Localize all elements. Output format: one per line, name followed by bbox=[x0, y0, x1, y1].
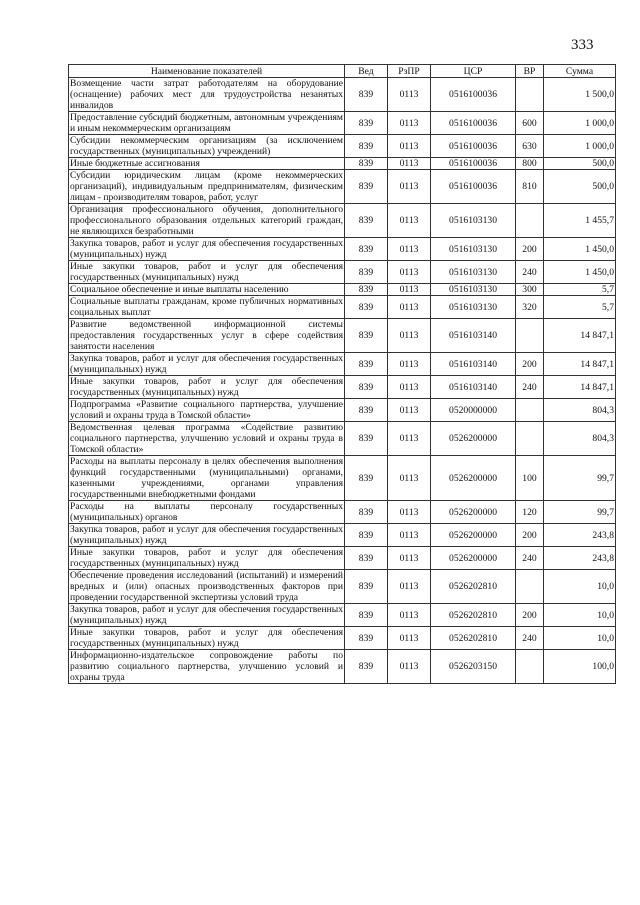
cell-vr: 600 bbox=[516, 112, 544, 135]
table-row bbox=[69, 650, 616, 684]
cell-csr: 0526200000 bbox=[431, 524, 516, 547]
cell-csr: 0520000000 bbox=[431, 399, 516, 422]
cell-rzpr: 0113 bbox=[388, 399, 431, 422]
cell-name: Расходы на выплаты персоналу в целях обеспечения выполнения функций государственными (муниципальными) органами, казенными учреждениями, органами управления государственными внебюджетными фондами bbox=[70, 456, 343, 500]
table-row bbox=[69, 456, 616, 501]
table-row bbox=[69, 170, 616, 204]
cell-rzpr: 0113 bbox=[388, 284, 431, 296]
cell-rzpr: 0113 bbox=[388, 422, 431, 456]
cell-csr: 0526200000 bbox=[431, 547, 516, 570]
cell-sum: 10,0 bbox=[544, 604, 616, 627]
table-row bbox=[69, 284, 616, 296]
table-row bbox=[69, 319, 616, 353]
cell-csr: 0526200000 bbox=[431, 422, 516, 456]
cell-rzpr: 0113 bbox=[388, 627, 431, 650]
cell-ved: 839 bbox=[345, 501, 388, 524]
cell-vr: 200 bbox=[516, 238, 544, 261]
cell-csr: 0516100036 bbox=[431, 112, 516, 135]
cell-sum: 1 450,0 bbox=[544, 238, 616, 261]
cell-vr: 240 bbox=[516, 547, 544, 570]
cell-vr: 240 bbox=[516, 627, 544, 650]
budget-table bbox=[68, 64, 616, 684]
cell-rzpr: 0113 bbox=[388, 353, 431, 376]
column-header-ved: Вед bbox=[345, 65, 388, 78]
cell-name: Закупка товаров, работ и услуг для обеспечения государственных (муниципальных) нужд bbox=[70, 604, 343, 626]
table-row bbox=[69, 78, 616, 112]
cell-vr: 100 bbox=[516, 456, 544, 501]
cell-rzpr: 0113 bbox=[388, 524, 431, 547]
table-row bbox=[69, 353, 616, 376]
table-row bbox=[69, 204, 616, 238]
table-row bbox=[69, 296, 616, 319]
cell-ved: 839 bbox=[345, 547, 388, 570]
cell-vr bbox=[516, 78, 544, 112]
cell-sum: 1 000,0 bbox=[544, 135, 616, 158]
cell-rzpr: 0113 bbox=[388, 170, 431, 204]
cell-csr: 0516103130 bbox=[431, 238, 516, 261]
cell-name: Закупка товаров, работ и услуг для обеспечения государственных (муниципальных) нужд bbox=[70, 353, 343, 375]
cell-ved: 839 bbox=[345, 296, 388, 319]
cell-csr: 0516100036 bbox=[431, 158, 516, 170]
cell-rzpr: 0113 bbox=[388, 604, 431, 627]
cell-rzpr: 0113 bbox=[388, 261, 431, 284]
cell-rzpr: 0113 bbox=[388, 376, 431, 399]
cell-sum: 804,3 bbox=[544, 422, 616, 456]
table-row bbox=[69, 501, 616, 524]
cell-ved: 839 bbox=[345, 170, 388, 204]
cell-rzpr: 0113 bbox=[388, 204, 431, 238]
cell-rzpr: 0113 bbox=[388, 570, 431, 604]
cell-ved: 839 bbox=[345, 78, 388, 112]
cell-sum: 1 450,0 bbox=[544, 261, 616, 284]
cell-csr: 0526200000 bbox=[431, 456, 516, 501]
cell-sum: 500,0 bbox=[544, 170, 616, 204]
cell-rzpr: 0113 bbox=[388, 547, 431, 570]
cell-name: Организация профессионального обучения, дополнительного профессионального образования отдельных категорий граждан, не являющихся безработными bbox=[70, 204, 343, 237]
cell-name: Субсидии некоммерческим организациям (за исключением государственных (муниципальных) учреждений) bbox=[70, 135, 343, 157]
cell-name: Иные закупки товаров, работ и услуг для обеспечения государственных (муниципальных) нужд bbox=[70, 627, 343, 649]
cell-vr: 630 bbox=[516, 135, 544, 158]
cell-name: Подпрограмма «Развитие социального партнерства, улучшение условий и охраны труда в Томской области» bbox=[70, 399, 343, 421]
cell-name: Обеспечение проведения исследований (испытаний) и измерений вредных и (или) опасных производственных факторов при проведении государственной экспертизы условий труда bbox=[70, 570, 343, 603]
cell-csr: 0516103130 bbox=[431, 284, 516, 296]
cell-sum: 14 847,1 bbox=[544, 353, 616, 376]
cell-rzpr: 0113 bbox=[388, 319, 431, 353]
cell-csr: 0526202810 bbox=[431, 570, 516, 604]
table-row bbox=[69, 399, 616, 422]
cell-name: Развитие ведомственной информационной системы предоставления государственных услуг в сфере содействия занятости населения bbox=[70, 319, 343, 352]
cell-sum: 100,0 bbox=[544, 650, 616, 684]
cell-rzpr: 0113 bbox=[388, 135, 431, 158]
cell-name: Иные закупки товаров, работ и услуг для обеспечения государственных (муниципальных) нужд bbox=[70, 376, 343, 398]
table-body bbox=[69, 78, 616, 684]
table-row bbox=[69, 112, 616, 135]
cell-ved: 839 bbox=[345, 158, 388, 170]
cell-sum: 10,0 bbox=[544, 570, 616, 604]
cell-vr: 800 bbox=[516, 158, 544, 170]
cell-sum: 14 847,1 bbox=[544, 376, 616, 399]
cell-sum: 804,3 bbox=[544, 399, 616, 422]
column-header-rzpr: РзПР bbox=[388, 65, 431, 78]
cell-name: Иные закупки товаров, работ и услуг для обеспечения государственных (муниципальных) нужд bbox=[70, 261, 343, 283]
cell-vr bbox=[516, 650, 544, 684]
cell-ved: 839 bbox=[345, 604, 388, 627]
cell-name: Ведомственная целевая программа «Содействие развитию социального партнерства, улучшению условий и охраны труда в Томской области» bbox=[70, 422, 343, 455]
cell-vr: 200 bbox=[516, 524, 544, 547]
page-number: 333 bbox=[571, 37, 594, 53]
cell-vr: 240 bbox=[516, 261, 544, 284]
cell-vr: 240 bbox=[516, 376, 544, 399]
table-row bbox=[69, 422, 616, 456]
cell-name: Иные закупки товаров, работ и услуг для обеспечения государственных (муниципальных) нужд bbox=[70, 547, 343, 569]
cell-name: Предоставление субсидий бюджетным, автономным учреждениям и иным некоммерческим организациям bbox=[70, 112, 343, 134]
cell-rzpr: 0113 bbox=[388, 238, 431, 261]
cell-rzpr: 0113 bbox=[388, 78, 431, 112]
cell-csr: 0516100036 bbox=[431, 170, 516, 204]
cell-sum: 243,8 bbox=[544, 547, 616, 570]
cell-vr bbox=[516, 570, 544, 604]
cell-csr: 0516103130 bbox=[431, 261, 516, 284]
cell-vr: 320 bbox=[516, 296, 544, 319]
cell-sum: 5,7 bbox=[544, 284, 616, 296]
cell-rzpr: 0113 bbox=[388, 456, 431, 501]
cell-ved: 839 bbox=[345, 135, 388, 158]
cell-vr bbox=[516, 319, 544, 353]
cell-csr: 0516103140 bbox=[431, 319, 516, 353]
cell-ved: 839 bbox=[345, 399, 388, 422]
table-header-row bbox=[69, 65, 616, 78]
cell-sum: 14 847,1 bbox=[544, 319, 616, 353]
cell-vr bbox=[516, 399, 544, 422]
cell-rzpr: 0113 bbox=[388, 501, 431, 524]
cell-sum: 99,7 bbox=[544, 501, 616, 524]
column-header-name: Наименование показателей bbox=[69, 65, 345, 78]
cell-rzpr: 0113 bbox=[388, 650, 431, 684]
cell-csr: 0526203150 bbox=[431, 650, 516, 684]
cell-csr: 0526202810 bbox=[431, 604, 516, 627]
table-row bbox=[69, 238, 616, 261]
table-row bbox=[69, 547, 616, 570]
table-row bbox=[69, 135, 616, 158]
cell-name: Субсидии юридическим лицам (кроме некоммерческих организаций), индивидуальным предпринимателям, физическим лицам - производителям товаров, работ, услуг bbox=[70, 170, 343, 203]
cell-ved: 839 bbox=[345, 238, 388, 261]
cell-csr: 0516100036 bbox=[431, 135, 516, 158]
table-row bbox=[69, 376, 616, 399]
cell-ved: 839 bbox=[345, 422, 388, 456]
cell-vr: 810 bbox=[516, 170, 544, 204]
cell-rzpr: 0113 bbox=[388, 158, 431, 170]
cell-ved: 839 bbox=[345, 112, 388, 135]
cell-vr: 300 bbox=[516, 284, 544, 296]
cell-vr: 200 bbox=[516, 604, 544, 627]
cell-sum: 1 455,7 bbox=[544, 204, 616, 238]
cell-ved: 839 bbox=[345, 261, 388, 284]
table-row bbox=[69, 604, 616, 627]
table-row bbox=[69, 570, 616, 604]
table-row bbox=[69, 627, 616, 650]
cell-sum: 500,0 bbox=[544, 158, 616, 170]
cell-csr: 0526202810 bbox=[431, 627, 516, 650]
cell-vr: 200 bbox=[516, 353, 544, 376]
cell-csr: 0516103130 bbox=[431, 204, 516, 238]
cell-ved: 839 bbox=[345, 524, 388, 547]
cell-name: Закупка товаров, работ и услуг для обеспечения государственных (муниципальных) нужд bbox=[70, 524, 343, 546]
cell-rzpr: 0113 bbox=[388, 112, 431, 135]
cell-ved: 839 bbox=[345, 627, 388, 650]
column-header-csr: ЦСР bbox=[431, 65, 516, 78]
column-header-sum: Сумма bbox=[544, 65, 616, 78]
cell-vr bbox=[516, 204, 544, 238]
cell-sum: 99,7 bbox=[544, 456, 616, 501]
cell-sum: 1 500,0 bbox=[544, 78, 616, 112]
cell-csr: 0526200000 bbox=[431, 501, 516, 524]
table-row bbox=[69, 524, 616, 547]
cell-ved: 839 bbox=[345, 456, 388, 501]
cell-sum: 1 000,0 bbox=[544, 112, 616, 135]
cell-name: Возмещение части затрат работодателям на оборудование (оснащение) рабочих мест для трудоустройства незанятых инвалидов bbox=[70, 78, 343, 111]
cell-name: Иные бюджетные ассигнования bbox=[69, 158, 345, 170]
budget-table-container bbox=[68, 64, 615, 684]
table-row bbox=[69, 261, 616, 284]
cell-ved: 839 bbox=[345, 204, 388, 238]
cell-ved: 839 bbox=[345, 353, 388, 376]
cell-vr: 120 bbox=[516, 501, 544, 524]
cell-ved: 839 bbox=[345, 650, 388, 684]
cell-csr: 0516103130 bbox=[431, 296, 516, 319]
cell-vr bbox=[516, 422, 544, 456]
cell-name: Социальное обеспечение и иные выплаты населению bbox=[69, 284, 345, 296]
cell-name: Расходы на выплаты персоналу государственных (муниципальных) органов bbox=[70, 501, 343, 523]
cell-csr: 0516100036 bbox=[431, 78, 516, 112]
cell-ved: 839 bbox=[345, 376, 388, 399]
column-header-vr: ВР bbox=[516, 65, 544, 78]
cell-sum: 243,8 bbox=[544, 524, 616, 547]
cell-sum: 5,7 bbox=[544, 296, 616, 319]
cell-sum: 10,0 bbox=[544, 627, 616, 650]
cell-name: Социальные выплаты гражданам, кроме публичных нормативных социальных выплат bbox=[70, 296, 343, 318]
cell-name: Закупка товаров, работ и услуг для обеспечения государственных (муниципальных) нужд bbox=[70, 238, 343, 260]
cell-ved: 839 bbox=[345, 284, 388, 296]
cell-csr: 0516103140 bbox=[431, 376, 516, 399]
cell-ved: 839 bbox=[345, 319, 388, 353]
cell-csr: 0516103140 bbox=[431, 353, 516, 376]
cell-rzpr: 0113 bbox=[388, 296, 431, 319]
table-row bbox=[69, 158, 616, 170]
cell-name: Информационно-издательское сопровождение работы по развитию социального партнерства, улучшению условий и охраны труда bbox=[70, 650, 343, 683]
cell-ved: 839 bbox=[345, 570, 388, 604]
